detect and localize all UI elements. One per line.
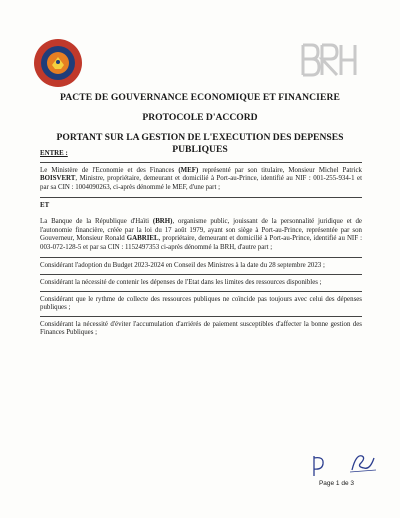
brh-paragraph: La Banque de la République d'Haïti (BRH), organisme public, jouissant de la personnalité juridique et de l'autonomie financière, créée par la loi du 17 août 1979, ayant son siège à Port-au-Prince, représentée par son Gouverneur, Monsieur Ronald GABRIEL, propriétaire, demeurant et domicilié à Port-au-Prince, identifié au NIF : 003-072-128-5 et par sa CIN : 1152497353 ci-après dénommé la BRH, d'autre part ; bbox=[40, 217, 363, 251]
title-line-3: PORTANT SUR LA GESTION DE L'EXECUTION DES DEPENSES PUBLIQUES bbox=[56, 132, 344, 155]
page-number: Page 1 de 3 bbox=[318, 480, 354, 487]
initial-signature-2 bbox=[348, 450, 378, 476]
initial-signature-1 bbox=[308, 452, 330, 480]
considerant-3: Considérant que le rythme de collecte des ressources publiques ne coïncide pas toujours avec celui des dépenses publiques ; bbox=[40, 295, 362, 312]
entre-label: ENTRE : bbox=[40, 150, 68, 157]
divider bbox=[40, 257, 362, 258]
brh-logo bbox=[301, 42, 357, 78]
document-titles bbox=[40, 92, 360, 156]
considerant-1: Considérant l'adoption du Budget 2023-2024 en Conseil des Ministres à la date du 28 septembre 2023 ; bbox=[40, 262, 325, 270]
divider bbox=[40, 162, 362, 163]
considerant-2: Considérant la nécessité de contenir les dépenses de l'Etat dans les limites des ressources disponibles ; bbox=[40, 278, 322, 286]
et-label: ET bbox=[40, 202, 50, 210]
divider bbox=[40, 197, 362, 198]
divider bbox=[40, 316, 362, 317]
considerant-4: Considérant la nécessité d'éviter l'accumulation d'arriérés de paiement susceptibles d'affecter la bonne gestion des Finances Publiques ; bbox=[40, 320, 362, 337]
title-line-2: PROTOCOLE D'ACCORD bbox=[142, 112, 258, 123]
ministry-seal-logo bbox=[33, 38, 83, 88]
title-line-1: PACTE DE GOUVERNANCE ECONOMIQUE ET FINANCIERE bbox=[60, 92, 340, 103]
document-body bbox=[40, 150, 362, 338]
divider bbox=[40, 274, 362, 275]
divider bbox=[40, 291, 362, 292]
mef-paragraph: Le Ministère de l'Economie et des Finances (MEF) représenté par son titulaire, Monsieur Michel Patrick BOISVERT, Ministre, propriétaire, demeurant et domicilié à Port-au-Prince, identifié au NIF : 001-255-934-1 et par sa CIN : 1004090263, ci-après dénommé le MEF, d'une part ; bbox=[40, 166, 363, 191]
